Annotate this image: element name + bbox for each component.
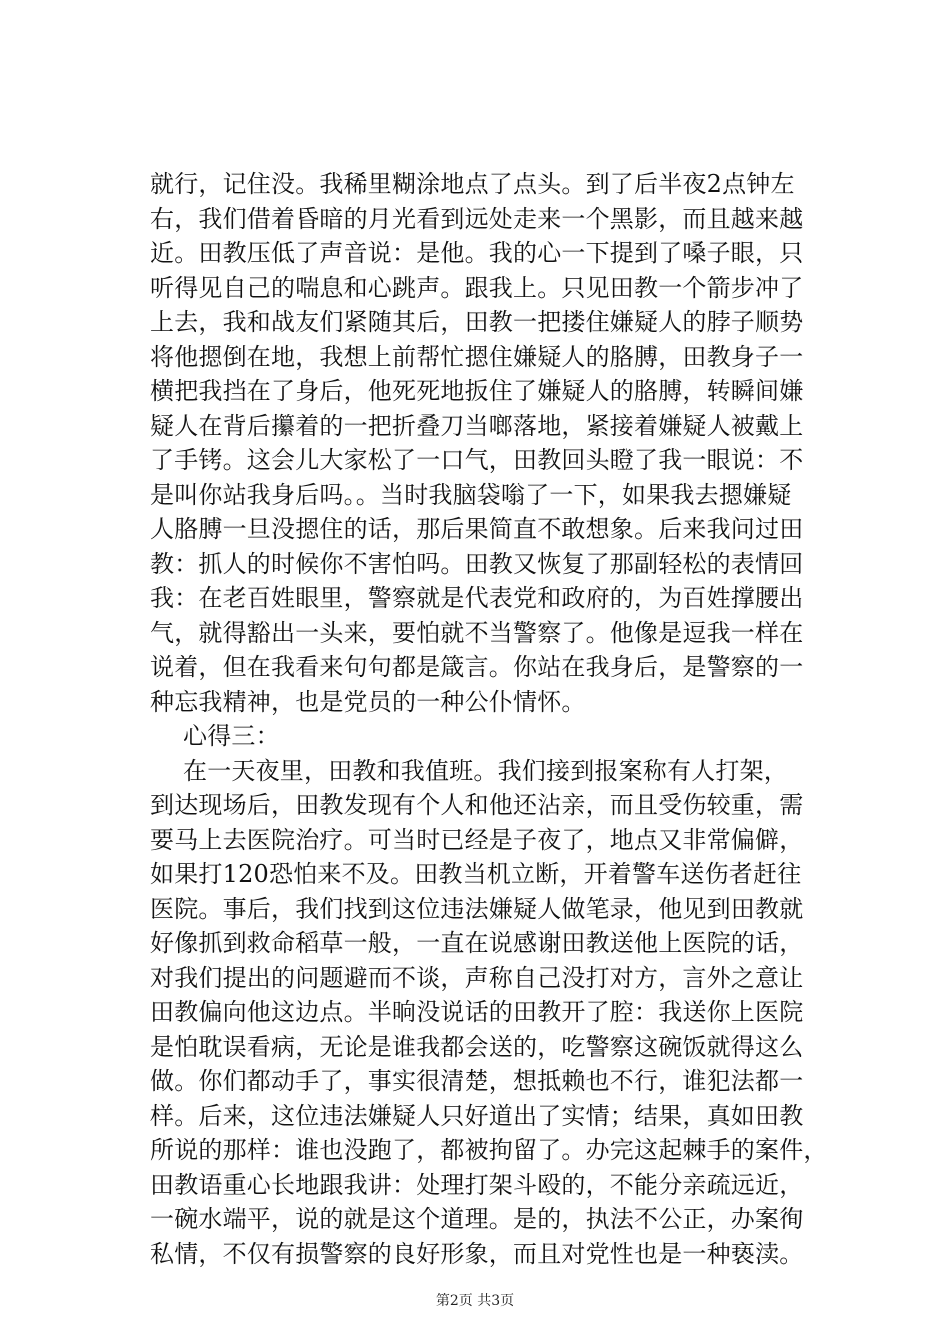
page-number: 第2页 共3页 [435,1293,515,1309]
text-line: 人胳膊一旦没摁住的话，那后果简直不敢想象。后来我问过田 [150,515,804,543]
text-line: 要马上去医院治疗。可当时已经是子夜了，地点又非常偏僻， [150,825,804,854]
text-line: 一碗水端平，说的就是这个道理。是的，执法不公正，办案徇 [150,1205,804,1233]
text-line: 到达现场后，田教发现有个人和他还沾亲，而且受伤较重，需 [150,791,804,819]
text-line: 疑人在背后攥着的一把折叠刀当啷落地，紧接着嫌疑人被戴上 [150,411,804,440]
text-line: 田教语重心长地跟我讲：处理打架斗殴的，不能分亲疏远近， [150,1170,804,1199]
text-line: 做。你们都动手了，事实很清楚，想抵赖也不行，谁犯法都一 [150,1067,804,1095]
document-body [150,167,832,1271]
text-line: 样。后来，这位违法嫌疑人只好道出了实情；结果，真如田教 [150,1101,804,1130]
text-line: 听得见自己的喘息和心跳声。跟我上。只见田教一个箭步冲了 [150,273,804,302]
section-heading: 心得三： [183,722,280,750]
text-line: 了手铐。这会儿大家松了一口气，田教回头瞪了我一眼说：不 [150,446,804,474]
text-line: 就行，记住没。我稀里糊涂地点了点头。到了后半夜2点钟左 [150,170,795,198]
text-line: 是怕耽误看病，无论是谁我都会送的，吃警察这碗饭就得这么 [150,1032,804,1061]
text-line: 将他摁倒在地，我想上前帮忙摁住嫌疑人的胳膊，田教身子一 [150,342,804,371]
text-line: 好像抓到救命稻草一般，一直在说感谢田教送他上医院的话， [150,929,804,957]
text-line: 医院。事后，我们找到这位违法嫌疑人做笔录，他见到田教就 [150,894,804,923]
text-line: 私情，不仅有损警察的良好形象，而且对党性也是一种亵渎。 [150,1239,804,1268]
text-line: 右，我们借着昏暗的月光看到远处走来一个黑影，而且越来越 [150,204,804,233]
text-line: 说着，但在我看来句句都是箴言。你站在我身后，是警察的一 [150,653,804,681]
text-line: 横把我挡在了身后，他死死地扳住了嫌疑人的胳膊，转瞬间嫌 [150,377,804,405]
text-line: 我：在老百姓眼里，警察就是代表党和政府的，为百姓撑腰出 [150,584,804,612]
text-line: 如果打120恐怕来不及。田教当机立断，开着警车送伤者赶往 [150,860,802,888]
text-line: 种忘我精神，也是党员的一种公仆情怀。 [150,687,586,716]
text-line: 气，就得豁出一头来，要怕就不当警察了。他像是逗我一样在 [150,618,804,647]
text-line: 近。田教压低了声音说：是他。我的心一下提到了嗓子眼，只 [150,239,804,267]
text-line: 是叫你站我身后吗。。当时我脑袋嗡了一下，如果我去摁嫌疑 [150,480,792,509]
page-footer [0,1290,950,1310]
text-line: 上去，我和战友们紧随其后，田教一把搂住嫌疑人的脖子顺势 [150,308,804,336]
text-line: 田教偏向他这边点。半晌没说话的田教开了腔：我送你上医院 [150,998,804,1026]
paragraph-first-line: 在一天夜里，田教和我值班。我们接到报案称有人打架， [183,756,788,785]
text-line: 教：抓人的时候你不害怕吗。田教又恢复了那副轻松的表情回 [150,549,804,578]
text-line: 对我们提出的问题避而不谈，声称自己没打对方，言外之意让 [150,963,804,992]
text-line: 所说的那样：谁也没跑了，都被拘留了。办完这起棘手的案件， [150,1136,828,1164]
